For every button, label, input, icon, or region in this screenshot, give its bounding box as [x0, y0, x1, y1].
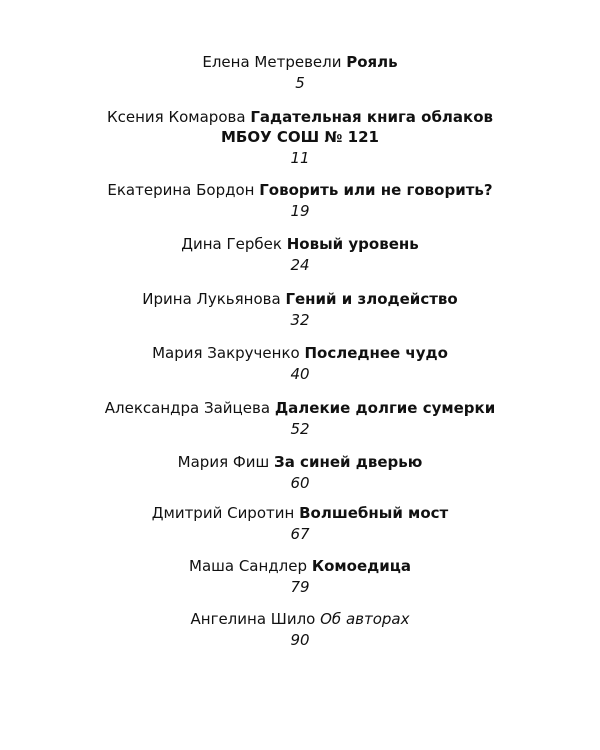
- toc-entry-line: [0, 180, 600, 200]
- toc-title: Новый уровень: [286, 235, 419, 253]
- toc-title: Об авторах: [320, 610, 410, 628]
- toc-entry-line: [0, 503, 600, 523]
- toc-page-number: 90: [290, 631, 310, 649]
- toc-page-number: 60: [290, 474, 310, 492]
- toc-entry-line: [0, 234, 600, 254]
- toc-title: Далекие долгие сумерки: [274, 399, 496, 417]
- toc-entry: [0, 180, 600, 221]
- toc-page-number: 52: [290, 420, 310, 438]
- toc-entry: [0, 609, 600, 650]
- toc-page-number: 11: [290, 149, 310, 167]
- toc-author: Дмитрий Сиротин: [151, 504, 295, 522]
- toc-page-number: 19: [290, 202, 310, 220]
- toc-page-number: 32: [290, 311, 310, 329]
- toc-author: Мария Закрученко: [152, 344, 300, 362]
- toc-author: Ангелина Шило: [190, 610, 316, 628]
- toc-title: За синей дверью: [274, 453, 423, 471]
- toc-page-number: 5: [295, 74, 305, 92]
- toc-entry: [0, 343, 600, 384]
- toc-author: Екатерина Бордон: [107, 181, 255, 199]
- toc-entry: [0, 52, 600, 93]
- toc-entry: [0, 234, 600, 275]
- toc-entry-line: [0, 343, 600, 363]
- toc-entry-line: [0, 107, 600, 127]
- toc-title: Гадательная книга облаков: [250, 108, 494, 126]
- toc-author: Мария Фиш: [177, 453, 270, 471]
- toc-author: Ксения Комарова: [106, 108, 246, 126]
- toc-title: Говорить или не говорить?: [259, 181, 493, 199]
- toc-page-number: 79: [290, 578, 310, 596]
- toc-title: Волшебный мост: [299, 504, 449, 522]
- toc-author: Дина Гербек: [181, 235, 282, 253]
- toc-entry: [0, 452, 600, 493]
- toc-page-number: 67: [290, 525, 310, 543]
- toc-entry-line: [0, 398, 600, 418]
- toc-page-number: 24: [290, 256, 310, 274]
- toc-entry-line: [0, 556, 600, 576]
- toc-entry: [0, 503, 600, 544]
- toc-entry-line: [0, 52, 600, 72]
- toc-entry-line: [0, 289, 600, 309]
- toc-entry: [0, 398, 600, 439]
- toc-entry: [0, 289, 600, 330]
- toc-entry: [0, 107, 600, 168]
- toc-author: Маша Сандлер: [189, 557, 308, 575]
- toc-author: Ирина Лукьянова: [142, 290, 281, 308]
- toc-page-number: 40: [290, 365, 310, 383]
- toc-author: Елена Метревели: [202, 53, 342, 71]
- toc-entry: [0, 556, 600, 597]
- toc-title: Последнее чудо: [304, 344, 448, 362]
- toc-title: Комоедица: [311, 557, 411, 575]
- toc-title: Рояль: [346, 53, 398, 71]
- toc-entry-line: [0, 609, 600, 629]
- toc-author: Александра Зайцева: [104, 399, 271, 417]
- toc-entry-line: [0, 452, 600, 472]
- toc-title: Гений и злодейство: [285, 290, 458, 308]
- toc-subtitle: МБОУ СОШ № 121: [221, 128, 379, 146]
